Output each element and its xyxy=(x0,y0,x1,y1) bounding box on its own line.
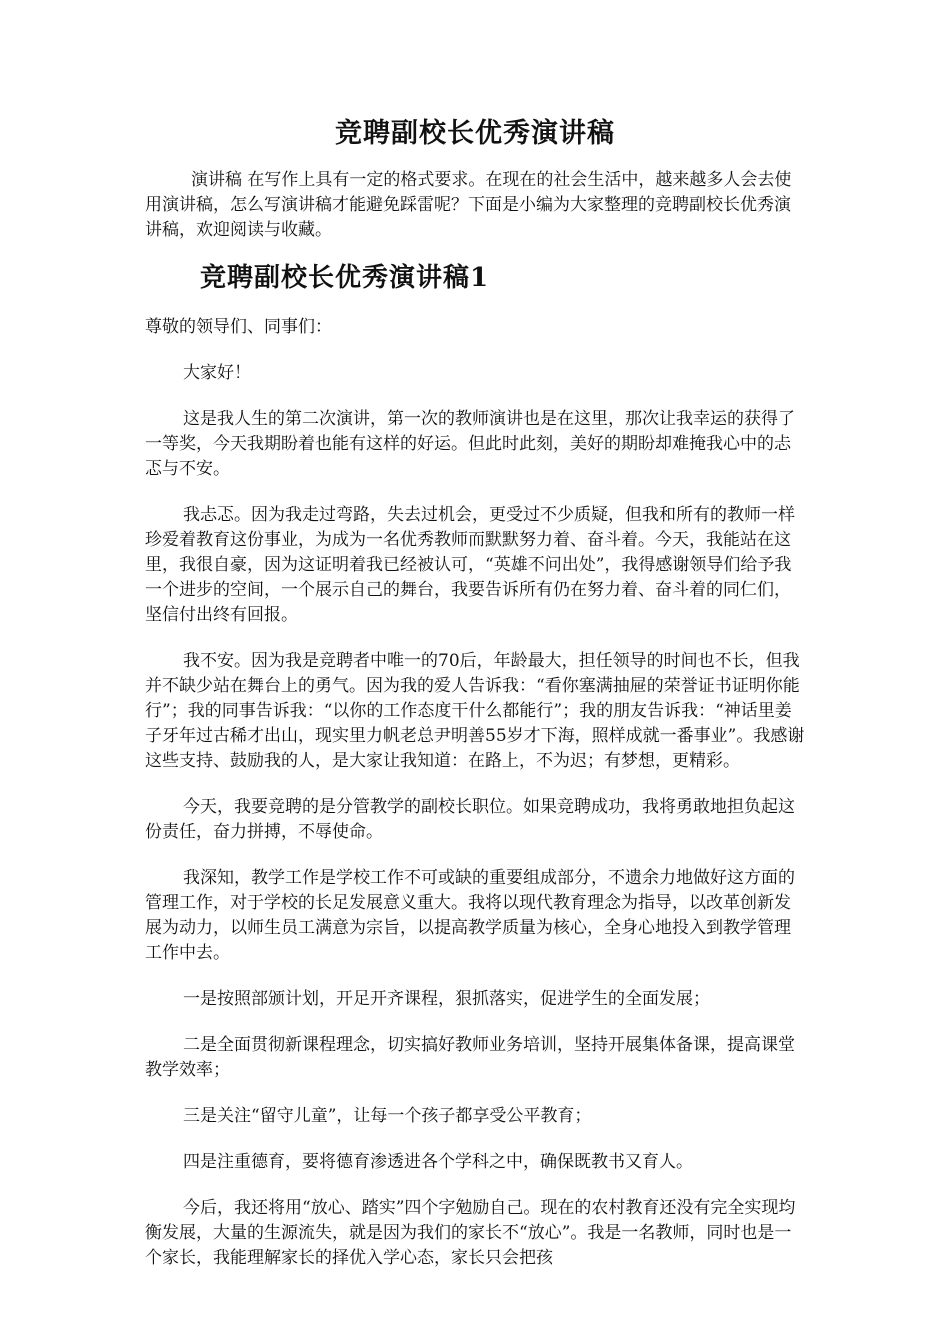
body-paragraph: 我不安。因为我是竞聘者中唯一的70后，年龄最大，担任领导的时间也不长，但我并不缺少站在舞台上的勇气。因为我的爱人告诉我：“看你塞满抽屉的荣誉证书证明你能行”；我的同事告诉我：“以你的工作态度干什么都能行”；我的朋友告诉我：“神话里姜子牙年过古稀才出山，现实里力帆老总尹明善55岁才下海，照样成就一番事业”。我感谢这些支持、鼓励我的人，是大家让我知道：在路上，不为迟；有梦想，更精彩。 xyxy=(145,651,805,771)
body-paragraph: 三是关注“留守儿童”，让每一个孩子都享受公平教育； xyxy=(183,1106,592,1126)
greeting-paragraph: 大家好！ xyxy=(183,363,251,383)
body-paragraph: 今后，我还将用“放心、踏实”四个字勉励自己。现在的农村教育还没有完全实现均衡发展，大量的生源流失，就是因为我们的家长不“放心”。我是一名教师，同时也是一个家长，我能理解家长的择优入学心态，家长只会把孩 xyxy=(145,1198,796,1268)
body-paragraph: 我深知，教学工作是学校工作不可或缺的重要组成部分，不遗余力地做好这方面的管理工作，对于学校的长足发展意义重大。我将以现代教育理念为指导，以改革创新发展为动力，以师生员工满意为宗旨，以提高教学质量为核心，全身心地投入到教学管理工作中去。 xyxy=(145,868,795,963)
salutation: 尊敬的领导们、同事们： xyxy=(145,317,332,337)
body-paragraph: 这是我人生的第二次演讲，第一次的教师演讲也是在这里，那次让我幸运的获得了一等奖，今天我期盼着也能有这样的好运。但此时此刻，美好的期盼却难掩我心中的忐忑与不安。 xyxy=(145,409,795,479)
speech-body xyxy=(145,315,805,1292)
document-title: 竞聘副校长优秀演讲稿 xyxy=(335,118,615,149)
body-paragraph: 今天，我要竞聘的是分管教学的副校长职位。如果竞聘成功，我将勇敢地担负起这份责任，奋力拼搏，不辱使命。 xyxy=(145,797,795,842)
intro-paragraph: 演讲稿 在写作上具有一定的格式要求。在现在的社会生活中，越来越多人会去使用演讲稿，怎么写演讲稿才能避免踩雷呢？下面是小编为大家整理的竞聘副校长优秀演讲稿，欢迎阅读与收藏。 xyxy=(145,170,792,240)
body-paragraph: 二是全面贯彻新课程理念，切实搞好教师业务培训，坚持开展集体备课，提高课堂教学效率； xyxy=(145,1035,795,1080)
body-paragraph: 我忐忑。因为我走过弯路，失去过机会，更受过不少质疑，但我和所有的教师一样珍爱着教育这份事业，为成为一名优秀教师而默默努力着、奋斗着。今天，我能站在这里，我很自豪，因为这证明着我已经被认可，“英雄不问出处”，我得感谢领导们给予我一个进步的空间，一个展示自己的舞台，我要告诉所有仍在努力着、奋斗着的同仁们，坚信付出终有回报。 xyxy=(145,505,795,625)
section-heading: 竞聘副校长优秀演讲稿1 xyxy=(200,263,490,293)
body-paragraph: 四是注重德育，要将德育渗透进各个学科之中，确保既教书又育人。 xyxy=(183,1152,693,1172)
body-paragraph: 一是按照部颁计划，开足开齐课程，狠抓落实，促进学生的全面发展； xyxy=(183,989,710,1009)
